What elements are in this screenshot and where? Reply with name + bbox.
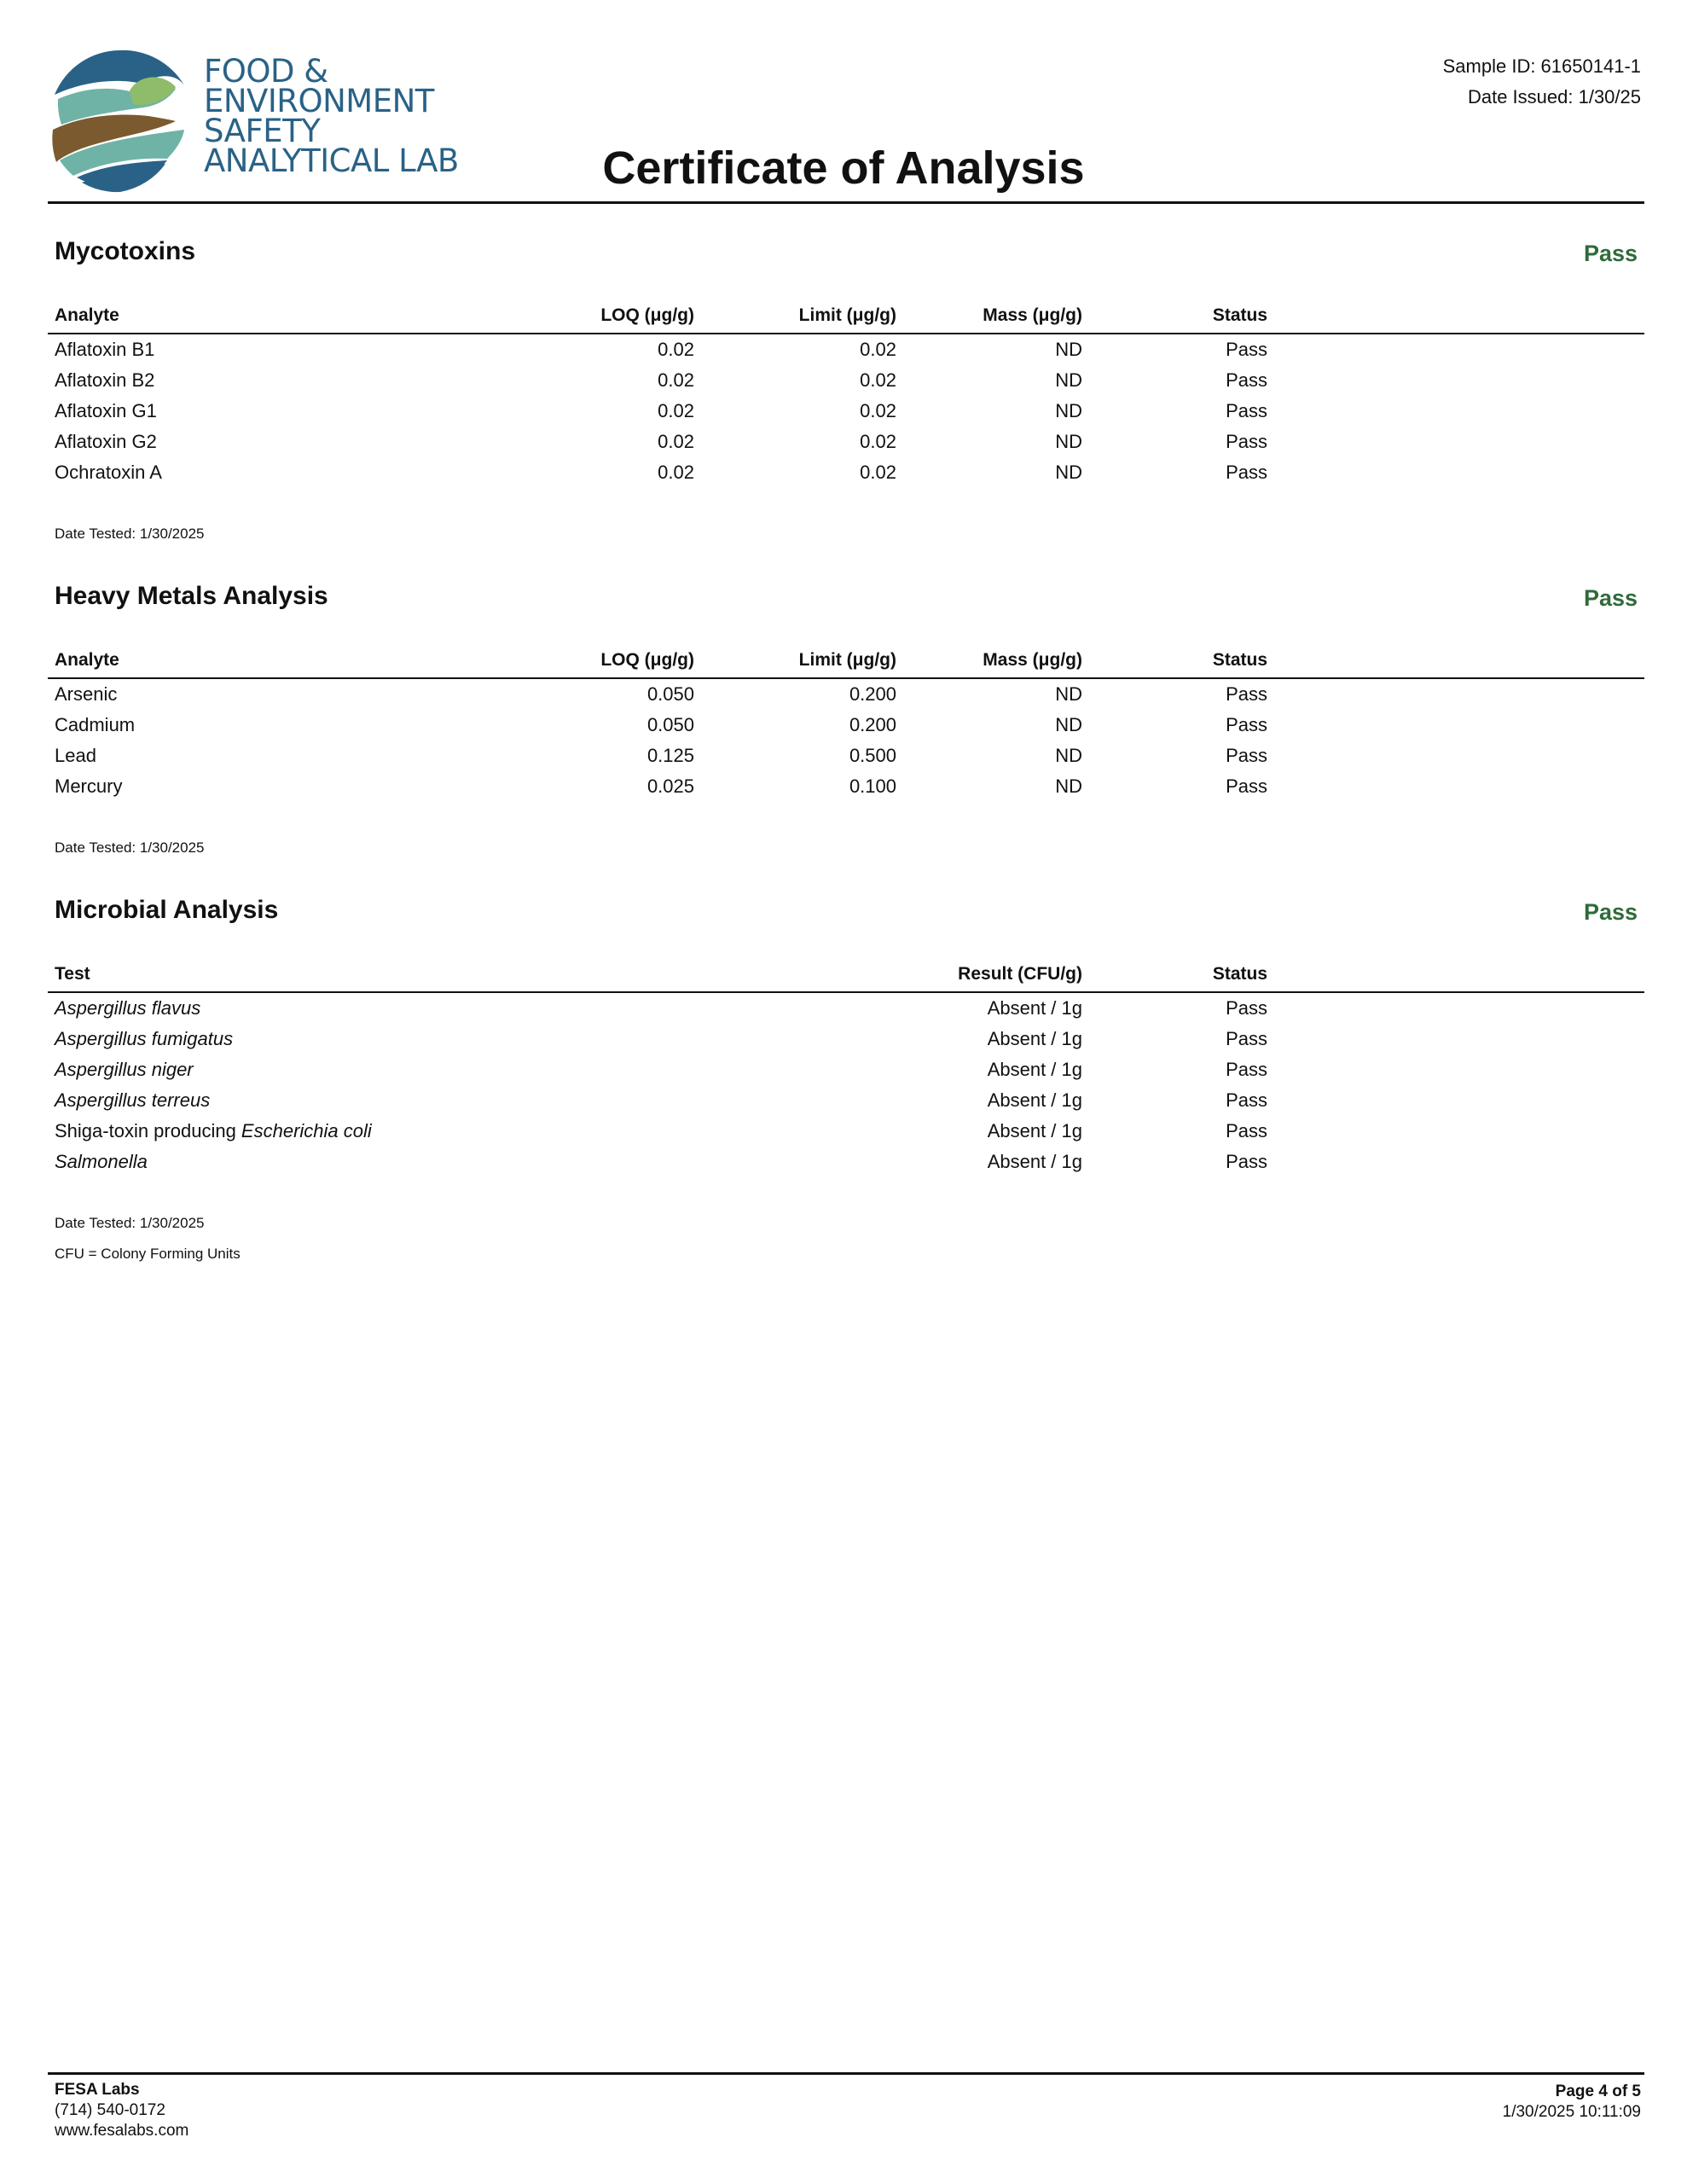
analyte-name: Arsenic [55, 683, 118, 705]
mass-value: ND [1055, 745, 1082, 766]
table-row [48, 1054, 1644, 1085]
result-value: Absent / 1g [987, 1028, 1082, 1049]
logo-line-3: SAFETY [204, 113, 321, 149]
table-row [48, 993, 1644, 1024]
sample-info [1443, 51, 1641, 113]
mass-value: ND [1055, 683, 1082, 705]
table-header [48, 297, 1644, 334]
section-result-badge: Pass [1583, 899, 1638, 925]
col-limit: Limit (μg/g) [798, 305, 896, 325]
phone-number: (714) 540-0172 [55, 2101, 165, 2119]
result-value: Absent / 1g [987, 997, 1082, 1019]
website-link[interactable]: www.fesalabs.com [55, 2122, 189, 2140]
loq-value: 0.125 [646, 745, 694, 766]
test-name [55, 1147, 148, 1177]
col-limit: Limit (μg/g) [798, 650, 896, 670]
date-tested: Date Tested: 1/30/2025 [55, 526, 205, 542]
loq-value: 0.02 [658, 339, 694, 360]
status-value: Pass [1226, 339, 1267, 360]
date-tested: Date Tested: 1/30/2025 [55, 1215, 205, 1231]
table-row [48, 457, 1644, 488]
footer-divider [48, 2072, 1644, 2075]
loq-value: 0.050 [646, 683, 694, 705]
mass-value: ND [1055, 431, 1082, 452]
microbial-table [48, 956, 1644, 1177]
mass-value: ND [1055, 775, 1082, 797]
status-value: Pass [1226, 1151, 1267, 1172]
section-title: Heavy Metals Analysis [55, 582, 328, 610]
status-value: Pass [1226, 1028, 1267, 1049]
test-name [55, 1054, 194, 1085]
limit-value: 0.200 [849, 714, 896, 735]
status-value: Pass [1226, 683, 1267, 705]
status-value: Pass [1226, 997, 1267, 1019]
loq-value: 0.025 [646, 775, 694, 797]
mass-value: ND [1055, 714, 1082, 735]
analyte-name: Aflatoxin B2 [55, 369, 155, 391]
organism-name: Aspergillus flavus [55, 997, 201, 1019]
mass-value: ND [1055, 369, 1082, 391]
result-value: Absent / 1g [987, 1120, 1082, 1141]
loq-value: 0.050 [646, 714, 694, 735]
table-row [48, 427, 1644, 457]
limit-value: 0.02 [860, 431, 896, 452]
status-value: Pass [1226, 400, 1267, 421]
table-row [48, 1147, 1644, 1177]
status-value: Pass [1226, 745, 1267, 766]
mass-value: ND [1055, 339, 1082, 360]
limit-value: 0.02 [860, 339, 896, 360]
page-number: Page 4 of 5 [1555, 2082, 1641, 2100]
analyte-name: Mercury [55, 775, 123, 797]
heavy-metals-table [48, 642, 1644, 802]
table-row [48, 771, 1644, 802]
col-test: Test [55, 964, 90, 984]
status-value: Pass [1226, 431, 1267, 452]
footer-meta [1503, 2082, 1641, 2123]
status-value: Pass [1226, 1059, 1267, 1080]
analyte-name: Aflatoxin G1 [55, 400, 157, 421]
organism-name: Aspergillus terreus [55, 1089, 211, 1111]
col-status: Status [1212, 305, 1267, 325]
col-mass: Mass (μg/g) [983, 305, 1082, 325]
analyte-name: Lead [55, 745, 96, 766]
table-row [48, 741, 1644, 771]
table-row [48, 365, 1644, 396]
limit-value: 0.500 [849, 745, 896, 766]
col-status: Status [1212, 650, 1267, 670]
test-name [55, 993, 200, 1024]
table-header [48, 956, 1644, 993]
table-header [48, 642, 1644, 679]
result-value: Absent / 1g [987, 1089, 1082, 1111]
status-value: Pass [1226, 369, 1267, 391]
section-title: Microbial Analysis [55, 896, 279, 924]
limit-value: 0.02 [860, 369, 896, 391]
analyte-name: Ochratoxin A [55, 462, 162, 483]
result-value: Absent / 1g [987, 1059, 1082, 1080]
table-row [48, 679, 1644, 710]
status-value: Pass [1226, 1089, 1267, 1111]
organism-name: Salmonella [55, 1151, 148, 1172]
col-loq: LOQ (μg/g) [600, 305, 694, 325]
col-analyte: Analyte [55, 650, 119, 670]
section-result-badge: Pass [1583, 241, 1638, 266]
logo-line-2: ENVIRONMENT [204, 83, 434, 119]
col-loq: LOQ (μg/g) [600, 650, 694, 670]
test-name [55, 1024, 233, 1054]
analyte-name: Cadmium [55, 714, 136, 735]
logo-line-1: FOOD & [204, 53, 328, 90]
table-row [48, 1024, 1644, 1054]
result-value: Absent / 1g [987, 1151, 1082, 1172]
status-value: Pass [1226, 775, 1267, 797]
status-value: Pass [1226, 1120, 1267, 1141]
sample-id: Sample ID: 61650141-1 [1442, 55, 1641, 77]
loq-value: 0.02 [658, 431, 694, 452]
mycotoxins-table [48, 297, 1644, 488]
company-name: FESA Labs [55, 2081, 140, 2099]
cfu-footnote: CFU = Colony Forming Units [55, 1246, 241, 1262]
logo-line-4: ANALYTICAL LAB [204, 142, 459, 179]
status-value: Pass [1226, 714, 1267, 735]
test-name [55, 1085, 210, 1116]
footer-contact [55, 2080, 188, 2141]
col-status: Status [1212, 964, 1267, 984]
limit-value: 0.02 [860, 462, 896, 483]
mass-value: ND [1055, 462, 1082, 483]
table-row [48, 396, 1644, 427]
analyte-name: Aflatoxin B1 [55, 339, 155, 360]
generated-timestamp: 1/30/2025 10:11:09 [1502, 2103, 1641, 2121]
col-analyte: Analyte [55, 305, 119, 325]
loq-value: 0.02 [658, 462, 694, 483]
status-value: Pass [1226, 462, 1267, 483]
analyte-name: Aflatoxin G2 [55, 431, 157, 452]
organism-name: Aspergillus fumigatus [55, 1028, 234, 1049]
test-name [55, 1116, 372, 1147]
loq-value: 0.02 [658, 369, 694, 391]
limit-value: 0.200 [849, 683, 896, 705]
date-issued: Date Issued: 1/30/25 [1467, 86, 1641, 107]
date-tested: Date Tested: 1/30/2025 [55, 839, 205, 856]
col-result: Result (CFU/g) [958, 964, 1082, 984]
page-title: Certificate of Analysis [602, 142, 1085, 194]
table-row [48, 1085, 1644, 1116]
limit-value: 0.02 [860, 400, 896, 421]
limit-value: 0.100 [849, 775, 896, 797]
loq-value: 0.02 [658, 400, 694, 421]
organism-name: Escherichia coli [241, 1120, 372, 1141]
test-name-prefix: Shiga-toxin producing [55, 1120, 241, 1141]
table-row [48, 334, 1644, 365]
organism-name: Aspergillus niger [55, 1059, 194, 1080]
table-row [48, 710, 1644, 741]
col-mass: Mass (μg/g) [983, 650, 1082, 670]
mass-value: ND [1055, 400, 1082, 421]
table-row [48, 1116, 1644, 1147]
header-divider [48, 201, 1644, 204]
section-title: Mycotoxins [55, 237, 196, 265]
section-result-badge: Pass [1583, 585, 1638, 611]
